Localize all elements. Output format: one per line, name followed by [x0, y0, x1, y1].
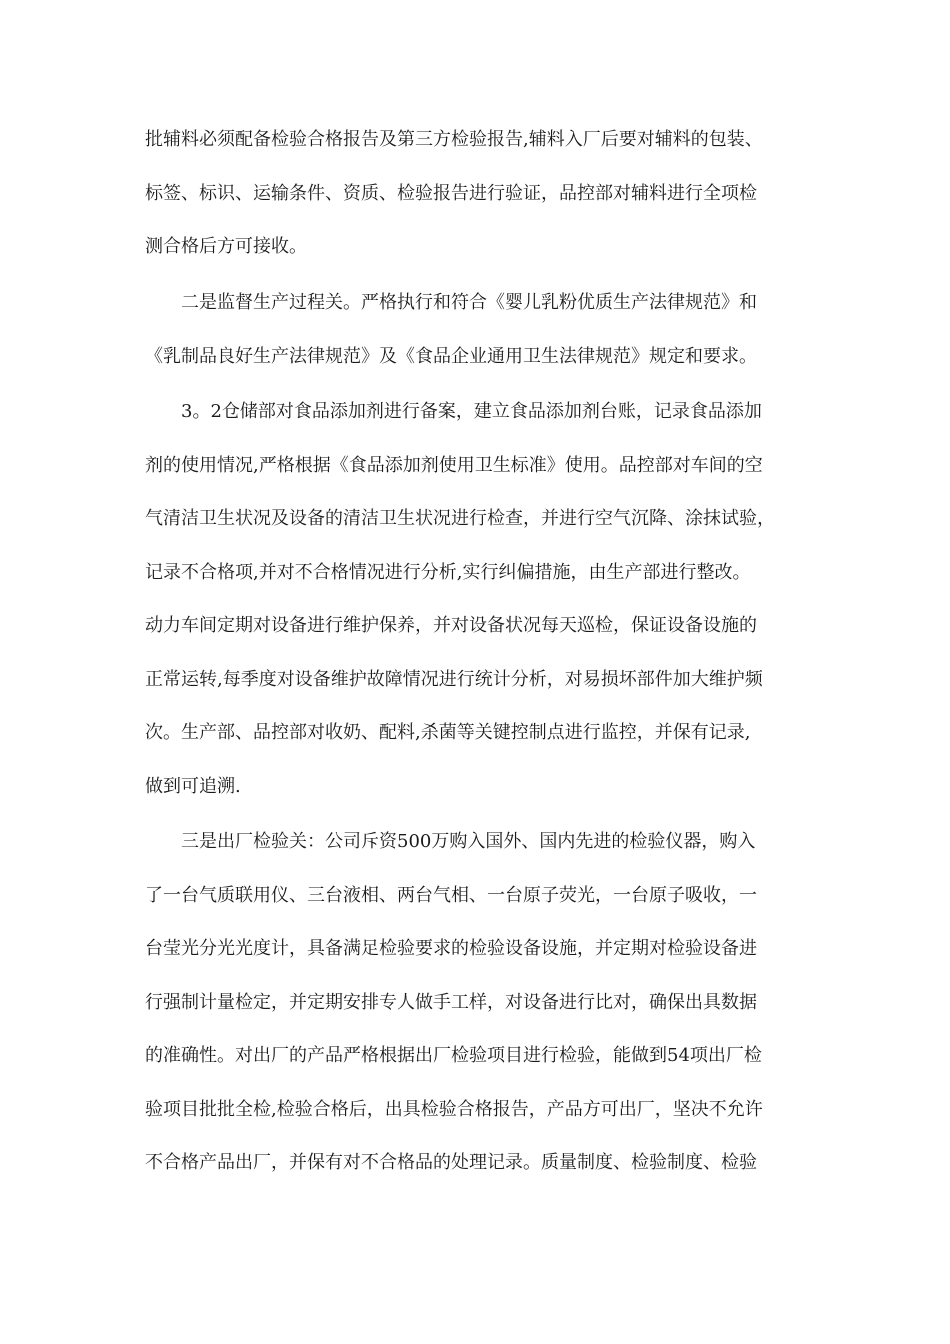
- text-line: 三是出厂检验关：公司斥资500万购入国外、国内先进的检验仪器，购入: [145, 831, 756, 852]
- text-line: 二是监督生产过程关。严格执行和符合《婴儿乳粉优质生产法律规范》和: [145, 292, 757, 313]
- text-line: 正常运转,每季度对设备维护故障情况进行统计分析，对易损坏部件加大维护频: [145, 668, 763, 690]
- text-line: 气清洁卫生状况及设备的清洁卫生状况进行检查，并进行空气沉降、涂抹试验，: [145, 508, 775, 529]
- text-line: 《乳制品良好生产法律规范》及《食品企业通用卫生法律规范》规定和要求。: [145, 345, 757, 367]
- paragraph-factory-inspection: [145, 815, 805, 1190]
- text-line: 记录不合格项,并对不合格情况进行分析,实行纠偏措施，由生产部进行整改。: [145, 561, 751, 583]
- text-line: 做到可追溯.: [145, 775, 241, 797]
- paragraph-additive-management: [145, 385, 805, 813]
- text-line: 动力车间定期对设备进行维护保养，并对设备状况每天巡检，保证设备设施的: [145, 615, 757, 636]
- paragraph-raw-material-inspection: [145, 113, 805, 274]
- text-line: 的准确性。对出厂的产品严格根据出厂检验项目进行检验，能做到54项出厂检: [145, 1045, 762, 1066]
- text-line: 次。生产部、品控部对收奶、配料,杀菌等关键控制点进行监控，并保有记录,: [145, 722, 751, 743]
- text-line: 行强制计量检定，并定期安排专人做手工样，对设备进行比对，确保出具数据: [145, 991, 757, 1013]
- text-line: 了一台气质联用仪、三台液相、两台气相、一台原子荧光，一台原子吸收，一: [145, 884, 757, 906]
- text-line: 标签、标识、运输条件、资质、检验报告进行验证，品控部对辅料进行全项检: [145, 182, 757, 204]
- text-line: 验项目批批全检,检验合格后，出具检验合格报告，产品方可出厂，坚决不允许: [145, 1098, 763, 1120]
- paragraph-production-supervision: [145, 276, 805, 383]
- text-line: 不合格产品出厂，并保有对不合格品的处理记录。质量制度、检验制度、检验: [145, 1152, 757, 1173]
- text-line: 测合格后方可接收。: [145, 236, 307, 257]
- text-line: 3。2仓储部对食品添加剂进行备案，建立食品添加剂台账，记录食品添加: [145, 401, 762, 422]
- text-line: 批辅料必须配备检验合格报告及第三方检验报告,辅料入厂后要对辅料的包装、: [145, 129, 763, 150]
- text-line: 台莹光分光光度计，具备满足检验要求的检验设备设施，并定期对检验设备进: [145, 938, 757, 959]
- text-line: 剂的使用情况,严格根据《食品添加剂使用卫生标准》使用。品控部对车间的空: [145, 454, 763, 476]
